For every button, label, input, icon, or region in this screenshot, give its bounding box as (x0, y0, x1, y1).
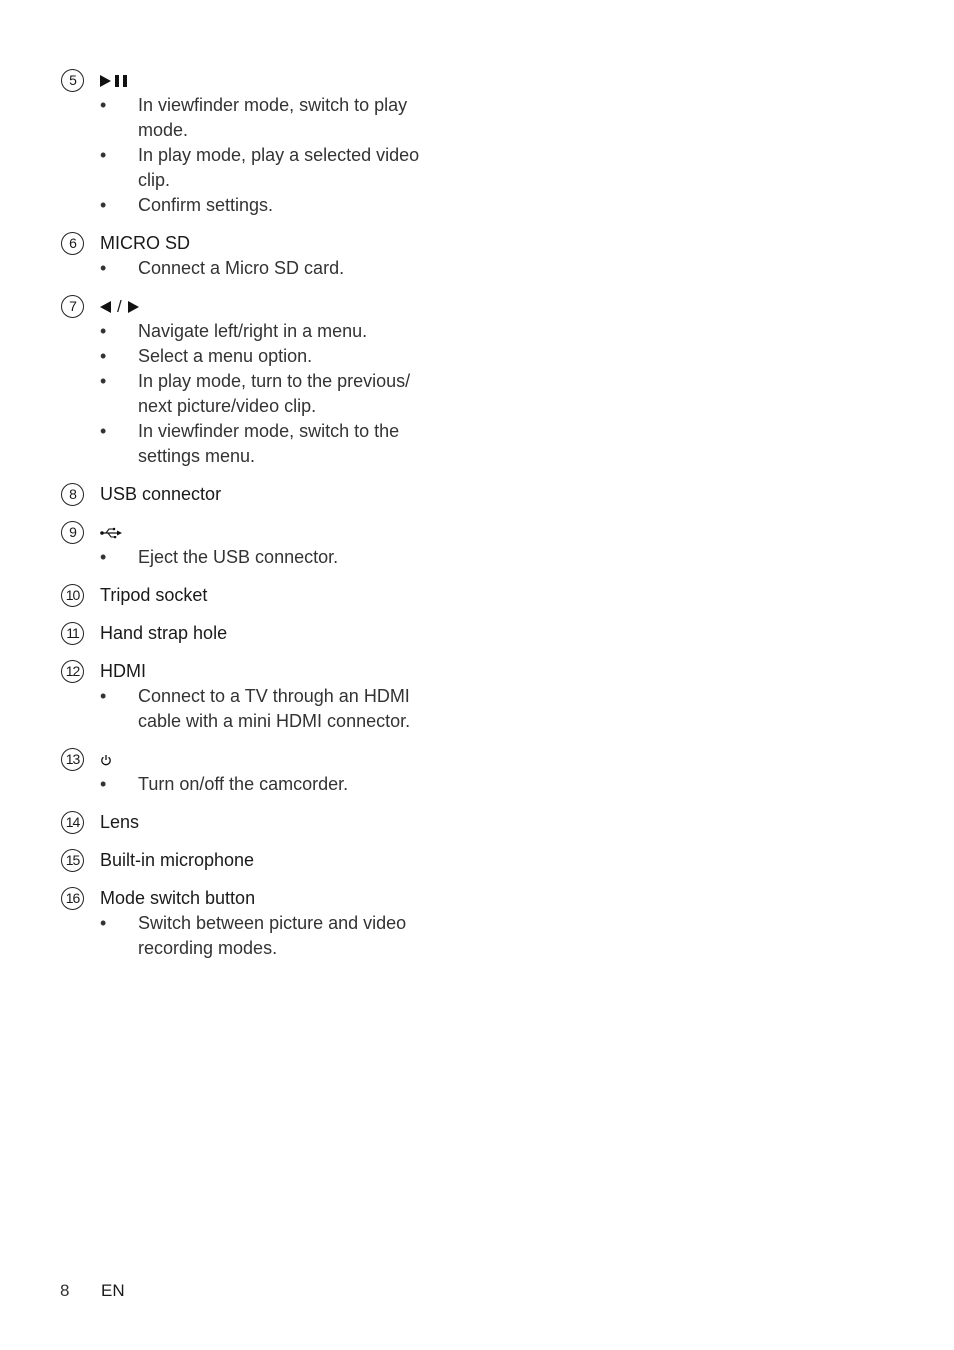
page-footer (60, 1278, 125, 1303)
page-number: 8 (60, 1281, 70, 1300)
entry-13 (60, 747, 440, 797)
list-item: • Switch between picture and video recording modes. (60, 911, 440, 961)
left-right-arrows-icon: / (100, 294, 139, 319)
entry-5 (60, 68, 440, 218)
entry-9 (60, 520, 440, 570)
entry-10 (60, 583, 440, 608)
item-number: 16 (61, 887, 84, 910)
list-item: • Confirm settings. (60, 193, 440, 218)
entry-7 (60, 294, 440, 469)
component-list (60, 68, 440, 974)
entry-16 (60, 886, 440, 961)
entry-12 (60, 659, 440, 734)
item-number: 9 (61, 521, 84, 544)
list-item: • Navigate left/right in a menu. (60, 319, 440, 344)
item-number: 8 (61, 483, 84, 506)
list-item: • Eject the USB connector. (60, 545, 440, 570)
entry-8 (60, 482, 440, 507)
item-title: Mode switch button (100, 888, 256, 908)
item-number: 7 (61, 295, 84, 318)
item-title: HDMI (100, 661, 146, 681)
list-item: • In viewfinder mode, switch to the settings menu. (60, 419, 440, 469)
language-code: EN (101, 1281, 125, 1300)
item-number: 10 (61, 584, 84, 607)
play-pause-icon (100, 68, 127, 93)
item-title: USB connector (100, 484, 222, 504)
item-title: Built-in microphone (100, 850, 255, 870)
entry-11 (60, 621, 440, 646)
entry-14 (60, 810, 440, 835)
item-number: 5 (61, 69, 84, 92)
item-number: 6 (61, 232, 84, 255)
item-title: Hand strap hole (100, 623, 228, 643)
item-number: 12 (61, 660, 84, 683)
list-item: • In viewfinder mode, switch to play mode. (60, 93, 440, 143)
list-item: • Turn on/off the camcorder. (60, 772, 440, 797)
entry-6 (60, 231, 440, 281)
item-number: 11 (61, 622, 84, 645)
usb-icon (100, 520, 122, 545)
entry-15 (60, 848, 440, 873)
list-item: • Select a menu option. (60, 344, 440, 369)
list-item: • Connect a Micro SD card. (60, 256, 440, 281)
list-item: • Connect to a TV through an HDMI cable with a mini HDMI connector. (60, 684, 440, 734)
item-title: Lens (100, 812, 140, 832)
power-icon (100, 747, 112, 772)
item-number: 13 (61, 748, 84, 771)
item-title: MICRO SD (100, 233, 190, 253)
list-item: • In play mode, turn to the previous/ next picture/video clip. (60, 369, 440, 419)
item-number: 15 (61, 849, 84, 872)
item-title: Tripod socket (100, 585, 208, 605)
item-number: 14 (61, 811, 84, 834)
list-item: • In play mode, play a selected video clip. (60, 143, 440, 193)
